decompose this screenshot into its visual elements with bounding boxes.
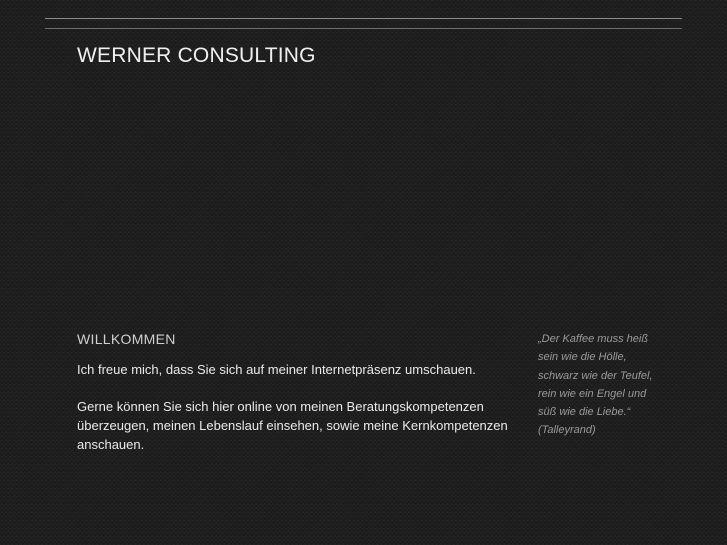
body-text <box>77 397 522 454</box>
header-bottom-rule <box>45 28 682 29</box>
sidebar-quote <box>538 330 668 440</box>
quote-line: rein wie ein Engel und <box>538 387 647 400</box>
section-title: WILLKOMMEN <box>77 331 176 347</box>
body-text-line: überzeugen, meinen Lebenslauf einsehen, sowie meine Kernkompetenzen <box>77 418 508 433</box>
body-text-line: Gerne können Sie sich hier online von meinen Beratungskompetenzen <box>77 399 484 414</box>
quote-line: sein wie die Hölle, <box>538 351 627 364</box>
quote-line: schwarz wie der Teufel, <box>538 369 653 382</box>
main-content <box>77 330 527 454</box>
quote-author: (Talleyrand) <box>538 424 596 437</box>
intro-text: Ich freue mich, dass Sie sich auf meiner Internetpräsenz umschauen. <box>77 362 476 377</box>
body-text-line: anschauen. <box>77 437 145 452</box>
header-top-rule <box>45 18 682 19</box>
site-title[interactable]: WERNER CONSULTING <box>77 44 316 67</box>
quote-line: „Der Kaffee muss heiß <box>538 333 649 345</box>
quote-line: süß wie die Liebe.“ <box>538 406 631 419</box>
